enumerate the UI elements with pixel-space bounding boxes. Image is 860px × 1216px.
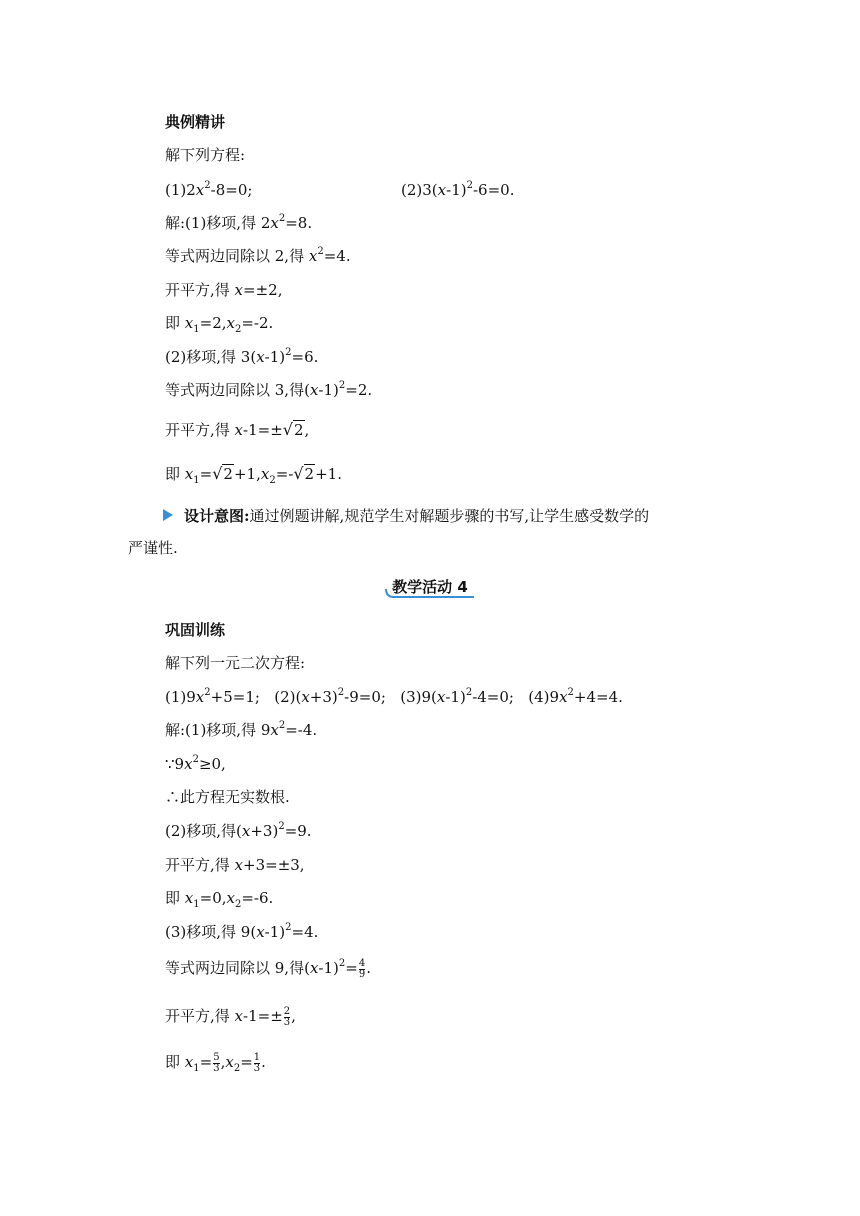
solution-line: 等式两边同除以 2,得 $x^2=4$. [165, 246, 351, 265]
equation-1: $(1)2x^2-8=0$; [165, 180, 253, 199]
triangle-marker-icon [163, 509, 173, 521]
solution-line: 等式两边同除以 9,得$(x-1)^2=$ $\frac{4}{9}$ . [165, 957, 371, 980]
solution-line: ∴此方程无实数根. [165, 788, 290, 806]
solution-line: 等式两边同除以 3,得$(x-1)^2=2$. [165, 380, 373, 399]
design-intent-text: 通过例题讲解,规范学生对解题步骤的书写,让学生感受数学的 [249, 507, 650, 525]
solution-line: $\because 9x^2\ge 0$, [165, 754, 226, 773]
section-heading-practice: 巩固训练 [165, 621, 226, 639]
example-prompt: 解下列方程: [165, 146, 246, 164]
design-intent-label: 设计意图: [184, 507, 250, 525]
practice-equations: $(1)9x^2+5=1$; $(2)(x+3)^2-9=0$; $(3)9(x-1)^2-4=0$; $(4)9x^2+4=4$. [165, 687, 623, 706]
solution-line: 即 $x_1=0,x_2=-6$. [165, 889, 274, 910]
solution-line: 即 $x_1=2,x_2=-2$. [165, 314, 274, 335]
equation-2: $(2)3(x-1)^2-6=0$. [401, 180, 515, 199]
section-heading-example: 典例精讲 [165, 113, 226, 131]
solution-line: (2)移项,得$(x+3)^2=9$. [165, 821, 312, 840]
solution-line: 解:(1)移项,得 $9x^2=-4$. [165, 720, 318, 739]
practice-prompt: 解下列一元二次方程: [165, 654, 306, 672]
design-intent-continuation: 严谨性. [128, 539, 178, 557]
solution-line: 解:(1)移项,得 $2x^2=8$. [165, 213, 313, 232]
solution-line: (2)移项,得 $3(x-1)^2=6$. [165, 347, 319, 366]
activity-banner [384, 574, 476, 600]
solution-line: 即 $x_1=$ $\frac{5}{3}$ $,x_2=$ $\frac{1}{3}$ . [165, 1051, 266, 1074]
activity-banner-label: 教学活动 4 [392, 578, 468, 596]
design-intent [184, 506, 649, 526]
solution-line: 开平方,得 x+3=±3, [165, 856, 305, 874]
solution-line: 即 $x_1=√2+1,x_2=-√2+1$. [165, 464, 342, 486]
solution-line: 开平方,得 x-1=±√2, [165, 420, 310, 439]
solution-line: 开平方,得 x=±2, [165, 281, 283, 299]
solution-line: (3)移项,得 $9(x-1)^2=4$. [165, 922, 319, 941]
solution-line: 开平方,得 x-1=± $\frac{2}{3}$ , [165, 1005, 296, 1028]
